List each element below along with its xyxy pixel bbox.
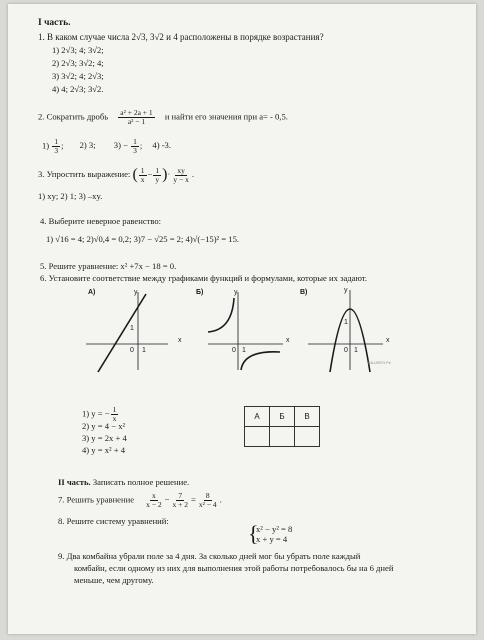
q2-option-3-label: 3) − — [113, 140, 128, 151]
graph-b-hyperbola-right — [241, 352, 280, 370]
q3-prefix: 3. Упростить выражение: — [38, 169, 131, 180]
q5-text: 5. Решите уравнение: x² +7x − 18 = 0. — [40, 261, 177, 271]
q3-dot: · — [167, 169, 171, 180]
q7-minus: − — [164, 494, 170, 505]
q2-numerator: a² + 2a + 1 — [120, 108, 153, 117]
graph-a-one-x: 1 — [142, 347, 146, 354]
graph-a-x-label: x — [178, 337, 182, 344]
q3-frac-2-den: y — [155, 174, 160, 184]
worksheet — [8, 4, 476, 634]
q2-option-4: 4) -3. — [152, 140, 172, 151]
q7-frac-2-num: 7 — [178, 491, 183, 500]
q3-minus: − — [147, 169, 153, 180]
graph-a-origin: 0 — [130, 347, 134, 354]
graph-a-label: А) — [88, 289, 96, 296]
q3-frac-2 — [153, 167, 161, 184]
q2-option-1-fraction — [52, 138, 60, 155]
q1-option-2: 2) 2√3; 3√2; 4; — [52, 58, 104, 68]
q2-denominator: a² − 1 — [127, 116, 146, 126]
graph-b-x-label: x — [286, 337, 290, 344]
q7-end: . — [219, 494, 222, 505]
q1-option-4: 4) 4; 2√3; 3√2. — [52, 84, 104, 94]
q8-system — [248, 521, 293, 546]
q3-frac-3-num: xy — [177, 165, 185, 175]
function-graphs — [68, 284, 398, 374]
q2-option-1-den: 3 — [54, 145, 59, 155]
graph-c-watermark: BILUSFO Fe — [368, 360, 391, 365]
graph-b-label: Б) — [196, 289, 204, 296]
q1-option-1: 1) 2√3; 4; 3√2; — [52, 45, 104, 55]
part2-title: II часть. — [58, 477, 91, 487]
q3-end: . — [191, 169, 194, 180]
answer-table — [244, 406, 320, 447]
q3-question — [38, 166, 194, 184]
q7-prefix: 7. Решить уравнение — [58, 494, 135, 505]
q9-line-1: 9. Два комбайна убрали поле за 4 дня. За сколько дней мог бы убрать поле каждый — [58, 551, 361, 561]
q2-prefix: 2. Сократить дробь — [38, 111, 109, 122]
q2-option-2: 2) 3; — [79, 140, 96, 151]
formula-2: 2) y = 4 − x² — [82, 421, 126, 431]
q3-frac-1-den: x — [140, 174, 145, 184]
formula-3: 3) y = 2x + 4 — [82, 433, 127, 443]
graph-b-y-label: y — [234, 289, 238, 296]
answer-cell-v[interactable] — [295, 427, 320, 447]
answer-header-v: В — [295, 407, 320, 427]
q3-frac-3-den: y − x — [173, 174, 189, 184]
formula-1-label: 1) y = − — [82, 408, 110, 419]
graph-b-hyperbola-left — [208, 298, 234, 332]
q2-option-3-den: 3 — [133, 145, 137, 155]
q6-text: 6. Установите соответствие между графиками функций и формулами, которые их задают. — [40, 273, 368, 283]
q9-line-3: меньше, чем другому. — [74, 575, 154, 585]
graph-c-x-label: x — [386, 337, 390, 344]
graph-c-origin: 0 — [344, 347, 348, 354]
q8-brace: { — [248, 521, 259, 546]
q2-option-3-num: 1 — [133, 137, 137, 146]
q4-text: 4. Выберите неверное равенство: — [40, 216, 162, 226]
graph-b-one: 1 — [242, 347, 246, 354]
answer-header-a: А — [245, 407, 270, 427]
q2-suffix: и найти его значения при a= - 0,5. — [164, 111, 288, 122]
q7-frac-2 — [171, 492, 190, 509]
q7-frac-3 — [197, 492, 219, 509]
graph-c-one: 1 — [354, 347, 358, 354]
q1-text: 1. В каком случае числа 2√3, 3√2 и 4 расположены в порядке возрастания? — [38, 32, 324, 42]
q8-text: 8. Решите систему уравнений: — [58, 516, 169, 526]
graph-c-one-y: 1 — [344, 319, 348, 326]
graph-b-origin: 0 — [232, 347, 236, 354]
q2-fraction — [118, 109, 154, 126]
graph-c-y-label: y — [344, 287, 348, 294]
q9-line-2: комбайн, если одному из них для выполнения этой работы потребовалось бы на 6 дней — [74, 563, 394, 573]
q2-option-3-fraction — [131, 138, 139, 155]
q2-option-3-sep: ; — [139, 140, 143, 151]
q7-frac-2-den: x + 2 — [172, 499, 188, 509]
q2-option-1-sep: ; — [61, 140, 64, 151]
q7-question — [58, 492, 222, 509]
q2-option-1-label: 1) — [42, 140, 50, 151]
q8-eq2: x + y = 4 — [256, 533, 288, 544]
q8-eq1: x² − y² = 8 — [256, 524, 293, 534]
q7-frac-1 — [144, 492, 163, 509]
q7-frac-1-num: x — [152, 491, 156, 500]
q7-frac-3-num: 8 — [205, 491, 210, 500]
part1-heading: I часть. — [38, 18, 71, 28]
q3-frac-1 — [139, 167, 147, 184]
graph-a-line — [98, 294, 146, 372]
graph-a-one-y: 1 — [130, 325, 134, 332]
q7-frac-1-den: x − 2 — [146, 499, 162, 509]
graph-a-y-label: y — [134, 289, 138, 296]
graph-c-label: В) — [300, 289, 308, 296]
formula-1-num: 1 — [112, 405, 117, 414]
q3-paren-close: ) — [162, 166, 168, 183]
part2-heading — [58, 478, 189, 488]
q3-paren-open: ( — [132, 166, 138, 183]
q3-frac-2-num: 1 — [155, 165, 160, 175]
q1-option-3: 3) 3√2; 4; 2√3; — [52, 71, 104, 81]
answer-cell-b[interactable] — [270, 427, 295, 447]
answer-header-b: Б — [270, 407, 295, 427]
formula-1-den: x — [112, 413, 117, 423]
q7-equals: = — [191, 494, 196, 505]
q7-frac-3-den: x² − 4 — [198, 499, 217, 509]
q4-options: 1) √16 = 4; 2)√0,4 = 0,2; 3)7 − √25 = 2; 4)√(−15)² = 15. — [46, 234, 240, 244]
q2-option-1-num: 1 — [54, 137, 59, 146]
q3-options: 1) xy; 2) 1; 3) –xy. — [38, 191, 103, 201]
part2-note: Записать полное решение. — [92, 477, 190, 487]
q3-frac-3 — [171, 167, 190, 184]
q3-frac-1-num: 1 — [140, 165, 145, 175]
answer-cell-a[interactable] — [245, 427, 270, 447]
formula-4: 4) y = x² + 4 — [82, 445, 126, 455]
q2-question — [38, 109, 288, 126]
q2-options — [42, 138, 171, 155]
